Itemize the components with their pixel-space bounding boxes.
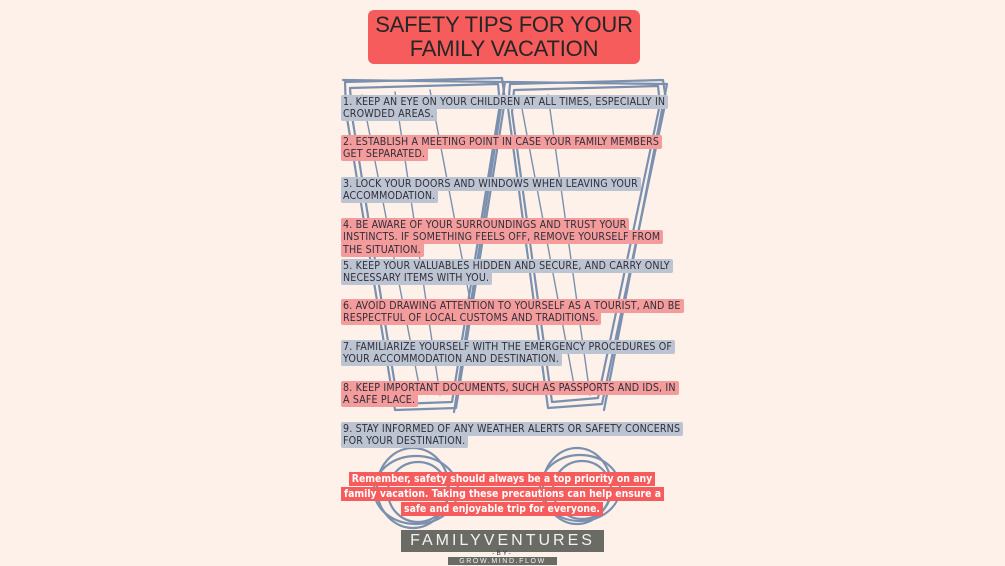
tip-item-7: 7. FAMILIARIZE YOURSELF WITH THE EMERGENCY PROCEDURES OF YOUR ACCOMMODATION AND DESTINATION. [341,341,681,366]
tip-item-5: 5. KEEP YOUR VALUABLES HIDDEN AND SECURE, AND CARRY ONLY NECESSARY ITEMS WITH YOU. [341,260,681,285]
brand-tagline: GROW.MIND.FLOW [448,557,557,565]
tip-item-4: 4. BE AWARE OF YOUR SURROUNDINGS AND TRUST YOUR INSTINCTS. IF SOMETHING FEELS OFF, REMOVE YOURSELF FROM THE SITUATION. [341,219,681,256]
tip-item-2: 2. ESTABLISH A MEETING POINT IN CASE YOUR FAMILY MEMBERS GET SEPARATED. [341,136,681,161]
page-title: SAFETY TIPS FOR YOUR FAMILY VACATION [368,10,640,64]
tip-item-6: 6. AVOID DRAWING ATTENTION TO YOURSELF AS A TOURIST, AND BE RESPECTFUL OF LOCAL CUSTOMS AND TRADITIONS. [341,300,681,325]
closing-note: Remember, safety should always be a top priority on any family vacation. Taking these precautions can help ensure a safe and enjoyable trip for everyone. [341,472,663,517]
brand-by: -BY- [492,550,513,557]
tip-item-9: 9. STAY INFORMED OF ANY WEATHER ALERTS OR SAFETY CONCERNS FOR YOUR DESTINATION. [341,423,681,448]
tip-item-3: 3. LOCK YOUR DOORS AND WINDOWS WHEN LEAVING YOUR ACCOMMODATION. [341,178,681,203]
tip-item-8: 8. KEEP IMPORTANT DOCUMENTS, SUCH AS PASSPORTS AND IDS, IN A SAFE PLACE. [341,382,681,407]
brand-logo: FAMILYVENTURES [401,530,604,552]
tip-item-1: 1. KEEP AN EYE ON YOUR CHILDREN AT ALL TIMES, ESPECIALLY IN CROWDED AREAS. [341,96,681,121]
